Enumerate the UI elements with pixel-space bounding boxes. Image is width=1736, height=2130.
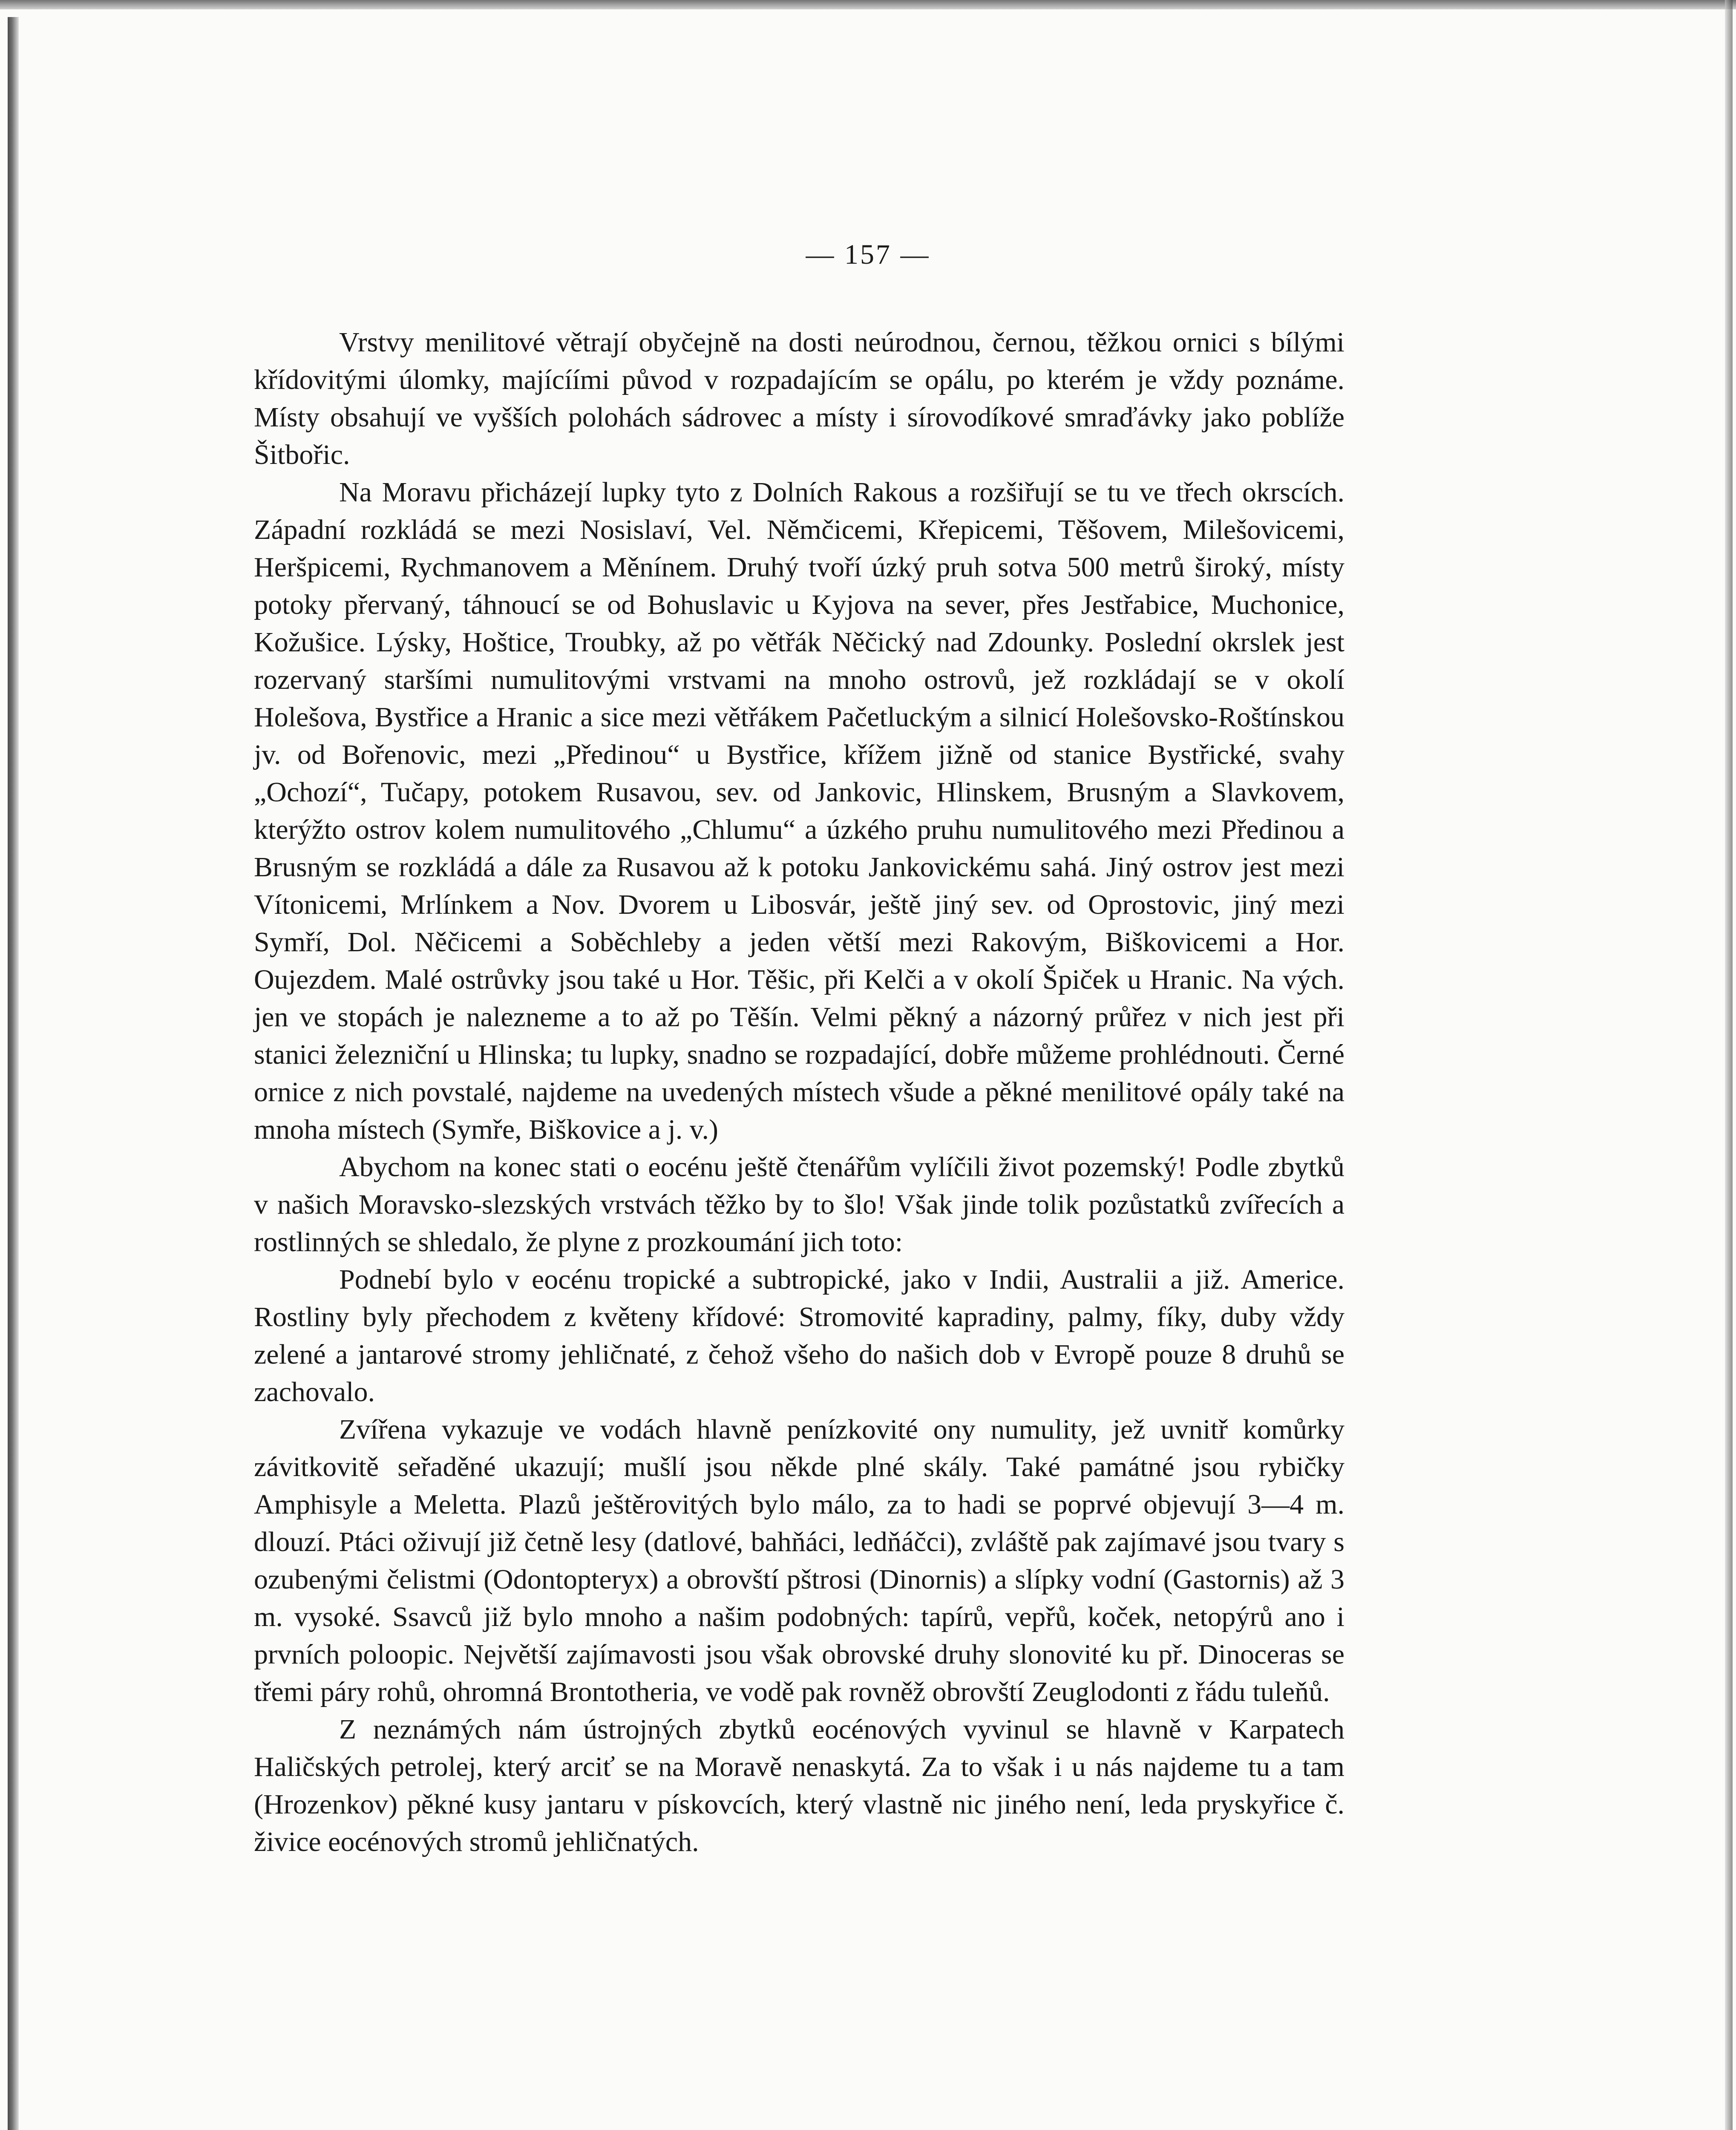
paragraph: Na Moravu přicházejí lupky tyto z Dolních Rakous a rozšiřují se tu ve třech okrscích. Západní rozkládá se mezi Nosislaví, Vel. Němčicemi, Křepicemi, Těšovem, Milešovicemi, Heršpicemi, Rychmanovem a Měnínem. Druhý tvoří úzký pruh sotva 500 metrů široký, místy potoky přervaný, táhnoucí se od Bohuslavic u Kyjova na sever, přes Jestřabice, Muchonice, Kožušice. Lýsky, Hoštice, Troubky, až po větřák Něčický nad Zdounky. Poslední okrslek jest rozervaný staršími numulitovými vrstvami na mnoho ostrovů, jež rozkládají se v okolí Holešova, Bystřice a Hranic a sice mezi větřákem Pačetluckým a silnicí Holešovsko-Roštínskou jv. od Bořenovic, mezi „Předinou“ u Bystřice, křížem jižně od stanice Bystřické, svahy „Ochozí“, Tučapy, potokem Rusavou, sev. od Jankovic, Hlinskem, Brusným a Slavkovem, kterýžto ostrov kolem numulitového „Chlumu“ a úzkého pruhu numulitového mezi Předinou a Brusným se rozkládá a dále za Rusavou až k potoku Jankovickému sahá. Jiný ostrov jest mezi Vítonicemi, Mrlínkem a Nov. Dvorem u Libosvár, ještě jiný sev. od Oprostovic, jiný mezi Symří, Dol. Něčicemi a Soběchleby a jeden větší mezi Rakovým, Biškovicemi a Hor. Oujezdem. Malé ostrůvky jsou také u Hor. Těšic, při Kelči a v okolí Špiček u Hranic. Na vých. jen ve stopách je nalezneme a to až po Těšín. Velmi pěkný a názorný průřez v nich jest při stanici železniční u Hlinska; tu lupky, snadno se rozpadající, dobře můžeme prohlédnouti. Černé ornice z nich povstalé, najdeme na uvedených místech všude a pěkné menilitové opály také na mnoha místech (Symře, Biškovice a j. v.): [254, 477, 1344, 1145]
scan-edge-right: [1725, 0, 1733, 2130]
paragraph: Abychom na konec stati o eocénu ještě čtenářům vylíčili život pozemský! Podle zbytků v našich Moravsko-slezských vrstvách těžko by to šlo! Však jinde tolik pozůstatků zvířecích a rostlinných se shledalo, že plyne z prozkoumání jich toto:: [254, 1151, 1344, 1258]
paragraph: Vrstvy menilitové větrají obyčejně na dosti neúrodnou, černou, těžkou ornici s bílými křídovitými úlomky, majícíími původ v rozpadajícím se opálu, po kterém je vždy poznáme. Místy obsahují ve vyšších polohách sádrovec a místy i sírovodíkové smraďávky jako poblíže Šitbořic.: [254, 327, 1344, 470]
scan-edge-top: [0, 0, 1736, 9]
paragraph: Podnebí bylo v eocénu tropické a subtropické, jako v Indii, Australii a již. Americe. Rostliny byly přechodem z květeny křídové: Stromovité kapradiny, palmy, fíky, duby vždy zelené a jantarové stromy jehličnaté, z čehož všeho do našich dob v Evropě pouze 8 druhů se zachovalo.: [254, 1264, 1344, 1408]
page-number: — 157 —: [806, 239, 930, 270]
body-text: [254, 324, 1344, 1861]
paragraph: Zvířena vykazuje ve vodách hlavně penízkovité ony numulity, jež uvnitř komůrky závitkovitě seřaděné ukazují; mušlí jsou někde plné skály. Také památné jsou rybičky Amphisyle a Meletta. Plazů ještěrovitých bylo málo, za to hadi se poprvé objevují 3—4 m. dlouzí. Ptáci oživují již četně lesy (datlové, bahňáci, ledňáčci), zvláště pak zajímavé jsou tvary s ozubenými čelistmi (Odontopteryx) a obrovští pštrosi (Dinornis) a slípky vodní (Gastornis) až 3 m. vysoké. Ssavců již bylo mnoho a našim podobných: tapírů, vepřů, koček, netopýrů ano i prvních poloopic. Největší zajímavosti jsou však obrovské druhy slonovité ku př. Dinoceras se třemi páry rohů, ohromná Brontotheria, ve vodě pak rovněž obrovští Zeuglodonti z řádu tuleňů.: [254, 1414, 1344, 1707]
paragraph: Z neznámých nám ústrojných zbytků eocénových vyvinul se hlavně v Karpatech Haličských petrolej, který arciť se na Moravě nenaskytá. Za to však i u nás najdeme tu a tam (Hrozenkov) pěkné kusy jantaru v pískovcích, který vlastně nic jiného není, leda pryskyřice č. živice eocénových stromů jehličnatých.: [254, 1714, 1344, 1857]
scan-edge-left: [8, 17, 19, 2130]
